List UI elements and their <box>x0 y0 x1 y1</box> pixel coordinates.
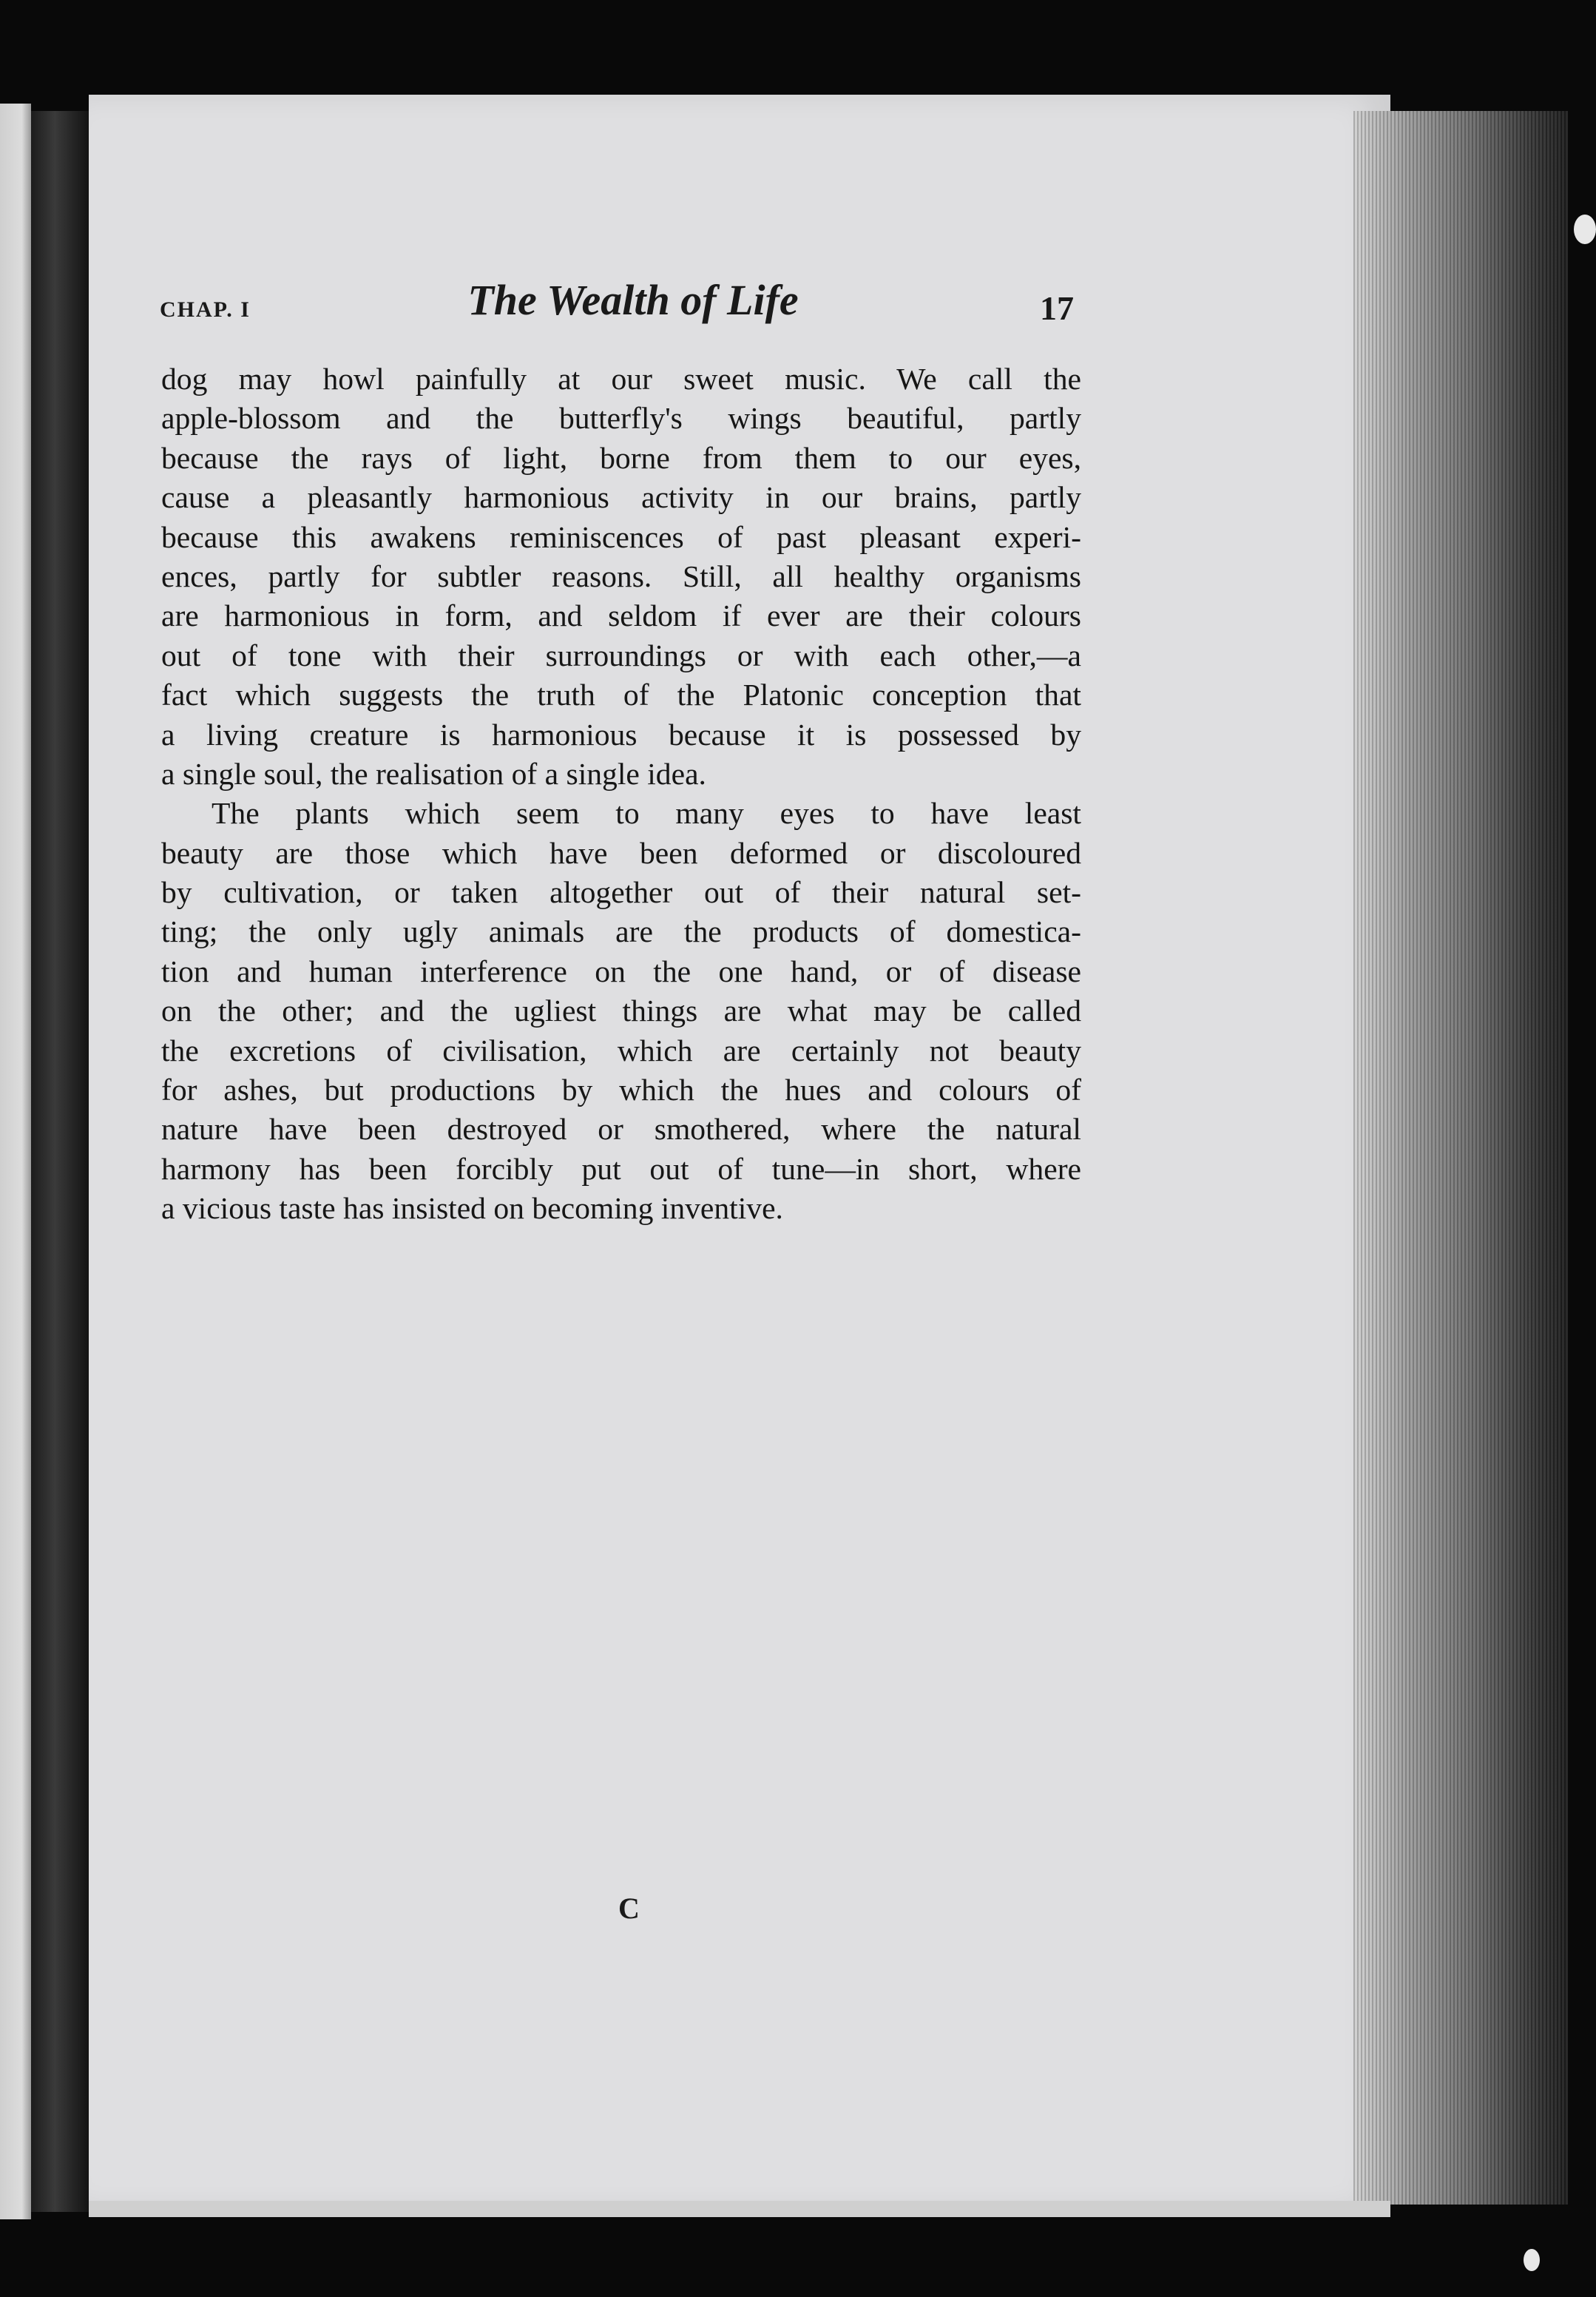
facing-page-edge <box>0 104 31 2219</box>
body-text <box>161 360 1081 1229</box>
text-line: nature have been destroyed or smothered, where the natural <box>161 1112 1081 1147</box>
signature-mark: C <box>618 1892 640 1925</box>
paragraph <box>161 794 1081 1228</box>
text-line: ting; the only ugly animals are the products of domestica- <box>161 914 1081 949</box>
scan-speck <box>1524 2249 1540 2271</box>
text-line: because this awakens reminiscences of past pleasant experi- <box>161 519 1081 554</box>
book-title: The Wealth of Life <box>467 276 799 324</box>
text-line: are harmonious in form, and seldom if ever are their colours <box>161 598 1081 633</box>
page-number: 17 <box>1040 289 1074 327</box>
text-line: The plants which seem to many eyes to have least <box>212 796 1081 831</box>
text-line: harmony has been forcibly put out of tune—in short, where <box>161 1151 1081 1186</box>
text-line: beauty are those which have been deformed or discoloured <box>161 835 1081 870</box>
text-line: for ashes, but productions by which the hues and colours of <box>161 1073 1081 1107</box>
scan-speck <box>1574 215 1596 244</box>
text-line: cause a pleasantly harmonious activity in our brains, partly <box>161 480 1081 515</box>
text-line: dog may howl painfully at our sweet music. We call the <box>161 362 1081 396</box>
text-line: fact which suggests the truth of the Platonic conception that <box>161 678 1081 712</box>
text-line: apple-blossom and the butterfly's wings beautiful, partly <box>161 401 1081 436</box>
text-line: a single soul, the realisation of a single idea. <box>161 756 706 791</box>
text-line: out of tone with their surroundings or with each other,—a <box>161 638 1081 672</box>
text-line: a vicious taste has insisted on becoming inventive. <box>161 1191 783 1226</box>
text-line: tion and human interference on the one hand, or of disease <box>161 954 1081 988</box>
chapter-label: CHAP. I <box>160 297 251 322</box>
page-fore-edge <box>1353 111 1568 2205</box>
text-line: by cultivation, or taken altogether out of their natural set- <box>161 875 1081 910</box>
running-head <box>160 275 1081 334</box>
text-line: because the rays of light, borne from them to our eyes, <box>161 440 1081 475</box>
text-line: the excretions of civilisation, which are certainly not beauty <box>161 1033 1081 1067</box>
page-bottom-edge <box>89 2201 1390 2217</box>
paragraph <box>161 360 1081 794</box>
text-line: on the other; and the ugliest things are what may be called <box>161 994 1081 1028</box>
text-line: a living creature is harmonious because it is possessed by <box>161 717 1081 752</box>
text-line: ences, partly for subtler reasons. Still, all healthy organisms <box>161 559 1081 593</box>
book-gutter <box>31 111 90 2212</box>
